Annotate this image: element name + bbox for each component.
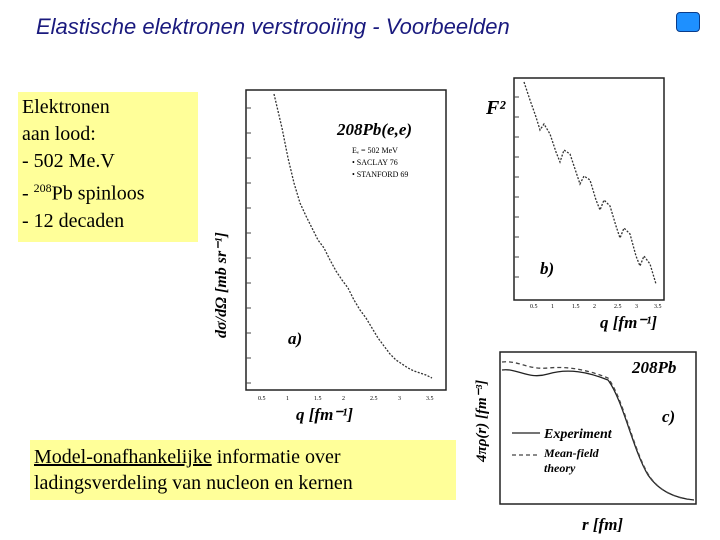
page-title: Elastische elektronen verstrooiïng - Voorbeelden — [36, 14, 510, 39]
panel-b-xtick-4: 2.5 — [614, 304, 622, 310]
panel-c-xlabel: r [fm] — [582, 515, 624, 534]
box-line-1: Elektronen — [22, 96, 110, 118]
panel-b-ylabel: F² — [486, 97, 506, 119]
box-line-4-sup: 208 — [33, 181, 52, 195]
panel-b-xtick-1: 1 — [551, 304, 554, 310]
panel-a-legend-2: • STANFORD 69 — [352, 170, 409, 179]
panel-b-label: b) — [540, 259, 555, 278]
panel-a-label: a) — [288, 329, 303, 348]
box-line-3: - 502 Me.V — [22, 150, 115, 172]
panel-b-data-curve — [524, 82, 656, 284]
box-line-4 — [22, 175, 194, 208]
model-independent-box — [30, 440, 456, 500]
panel-b-xlabel: q [fm⁻¹] — [600, 313, 658, 332]
panel-c-legend-theory-1: Mean-field — [544, 446, 599, 460]
panel-a-ylabel: dσ/dΩ [mb sr⁻¹] — [213, 232, 230, 338]
panel-a-reaction: 208Pb(e,e) — [337, 120, 413, 139]
panel-a-xtick-2: 1.5 — [314, 396, 322, 402]
panel-a-xtick-0: 0.5 — [258, 396, 266, 402]
slide-corner-icon — [676, 12, 700, 32]
panel-c-legend-theory-2: theory — [544, 461, 576, 475]
panel-b-xtick-0: 0.5 — [530, 304, 538, 310]
panel-c-label: c) — [662, 407, 676, 426]
panel-b-xtick-6: 3.5 — [654, 304, 662, 310]
panel-b-xtick-3: 2 — [593, 304, 596, 310]
panel-c-legend-experiment: Experiment — [544, 427, 612, 442]
panel-b-form-factor-plot — [470, 72, 680, 334]
panel-a-xtick-1: 1 — [286, 396, 289, 402]
panel-a-legend-1: • SACLAY 76 — [352, 158, 398, 167]
box-line-4-rest: Pb spinloos — [51, 182, 145, 205]
box2-underlined: Model-onafhankelijke — [34, 446, 212, 468]
panel-a-xtick-4: 2.5 — [370, 396, 378, 402]
box-line-2: aan lood: — [22, 123, 96, 145]
lead-info-box — [18, 92, 198, 242]
panel-a-xlabel: q [fm⁻¹] — [296, 405, 354, 424]
panel-a-xtick-5: 3 — [398, 396, 401, 402]
box-line-4-prefix: - — [22, 182, 34, 205]
panel-c-nucleus: 208Pb — [632, 358, 677, 377]
panel-a-xtick-3: 2 — [342, 396, 345, 402]
panel-c-charge-density-plot — [458, 340, 708, 536]
box2-rest: informatie over ladingsverdeling van nucleon en kernen — [34, 446, 353, 494]
panel-a-legend-0: Eₑ = 502 MeV — [352, 146, 398, 155]
panel-b-xtick-5: 3 — [635, 304, 638, 310]
box-line-5: - 12 decaden — [22, 209, 125, 232]
panel-c-ylabel: 4πρ(r) [fm⁻³] — [474, 379, 490, 462]
panel-a-cross-section-plot — [202, 88, 460, 428]
panel-b-xtick-2: 1.5 — [572, 304, 580, 310]
panel-a-xtick-6: 3.5 — [426, 396, 434, 402]
